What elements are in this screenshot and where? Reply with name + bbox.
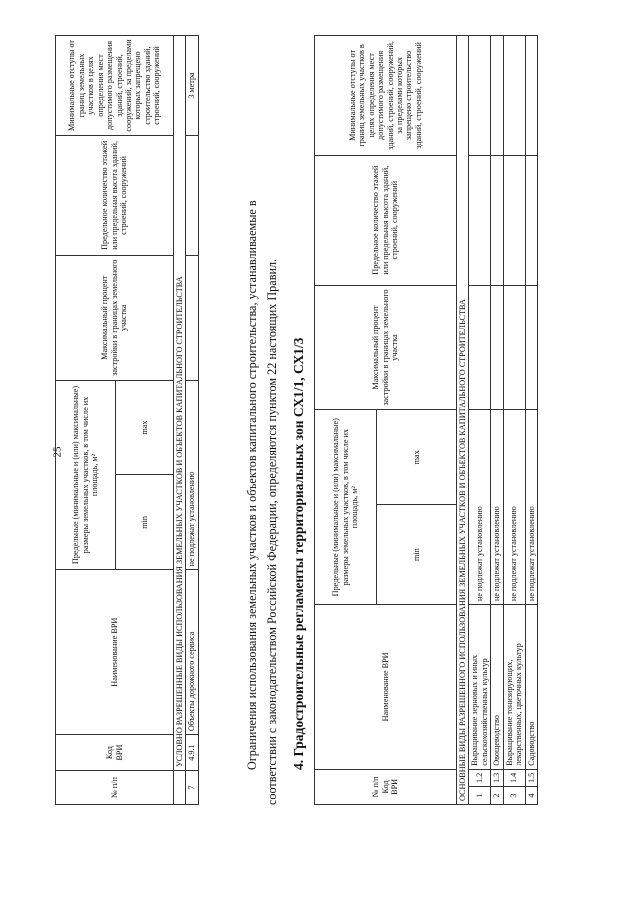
row-num: 2 bbox=[491, 787, 503, 805]
row-percent bbox=[503, 285, 525, 410]
row-percent bbox=[186, 255, 198, 380]
row-code: 1.5 bbox=[525, 769, 537, 786]
row-name: Объекты дорожного сервиса bbox=[186, 570, 198, 735]
row-floors bbox=[469, 155, 491, 285]
header-num: № п/п bbox=[371, 776, 381, 798]
row-sizes: не подлежат установлению bbox=[469, 410, 491, 605]
row-num: 4 bbox=[525, 787, 537, 805]
row-floors bbox=[525, 155, 537, 285]
row-sizes: не подлежат установлению bbox=[186, 380, 198, 570]
paragraph-line-2: соответствии с законодательством Российской Федерации, определяются пунктом 22 настоящих Правил. bbox=[265, 258, 279, 805]
row-percent bbox=[491, 285, 503, 410]
row-num: 7 bbox=[186, 771, 198, 805]
row-code: 4.9.1 bbox=[186, 735, 198, 771]
row-name: Садоводство bbox=[525, 605, 537, 770]
section-title: УСЛОВНО РАЗРЕШЕННЫЕ ВИДЫ ИСПОЛЬЗОВАНИЯ ЗЕМЕЛЬНЫХ УЧАСТКОВ И ОБЪЕКТОВ КАПИТАЛЬНОГО СТРОИТЕЛЬСТВА bbox=[174, 36, 186, 771]
spacer-cell bbox=[174, 771, 186, 805]
section-heading: 4. Градостроительные регламенты территориальных зон СХ1/1, СХ1/3 bbox=[291, 337, 306, 770]
table-row bbox=[491, 36, 503, 805]
header-code: Код ВРИ bbox=[56, 735, 174, 771]
section-title: ОСНОВНЫЕ ВИДЫ РАЗРЕШЕННОГО ИСПОЛЬЗОВАНИЯ ЗЕМЕЛЬНЫХ УЧАСТКОВ И ОБЪЕКТОВ КАПИТАЛЬНОГО СТРОИТЕЛЬСТВА bbox=[457, 36, 469, 805]
header-min: min bbox=[116, 475, 174, 570]
row-percent bbox=[525, 285, 537, 410]
header-sizes: Предельные (минимальные и (или) максимальные) размеры земельных участков, в том числе их площадь, м² bbox=[56, 380, 116, 570]
row-name: Выращивание зерновых и иных сельскохозяйственных культур bbox=[469, 605, 491, 770]
header-name: Наименование ВРИ bbox=[56, 570, 174, 735]
row-num: 3 bbox=[503, 787, 525, 805]
header-name: Наименование ВРИ bbox=[315, 605, 457, 770]
table-row bbox=[503, 36, 525, 805]
regulations-table-2 bbox=[314, 35, 538, 805]
regulations-table-1 bbox=[55, 35, 199, 805]
header-percent: Максимальный процент застройки в границах земельного участка bbox=[56, 255, 174, 380]
row-sizes: не подлежат установлению bbox=[525, 410, 537, 605]
row-code: 1.2 bbox=[469, 769, 491, 786]
page-number: 25 bbox=[51, 446, 64, 458]
header-code: Код ВРИ bbox=[380, 778, 400, 795]
row-setback bbox=[491, 36, 503, 156]
row-floors bbox=[503, 155, 525, 285]
header-setbacks: Минимальные отступы от границ земельных участков в целях определения мест допустимого размещения зданий, строений, сооружений, за пределами которых запрещено строительство зданий, строений, сооружений bbox=[315, 36, 457, 156]
header-max: max bbox=[116, 380, 174, 475]
row-setback bbox=[469, 36, 491, 156]
row-name: Выращивание тонизирующих, лекарственных, цветочных культур bbox=[503, 605, 525, 770]
row-code: 1.4 bbox=[503, 769, 525, 786]
header-percent: Максимальный процент застройки в границах земельного участка bbox=[315, 285, 457, 410]
header-setbacks: Минимальные отступы от границ земельных участков в целях определения мест допустимого размещения зданий, строений, сооружений, за пределами которых запрещено строительство зданий, строений, сооружений bbox=[56, 36, 174, 136]
table-row bbox=[469, 36, 491, 805]
header-max: max bbox=[377, 410, 457, 505]
header-min: min bbox=[377, 505, 457, 605]
row-setback: 3 метра bbox=[186, 36, 198, 136]
paragraph-line-1: Ограничения использования земельных участков и объектов капитального строительства, устанавливаемые в bbox=[245, 200, 259, 770]
header-floors: Предельное количество этажей или предельная высота зданий, строений, сооружений bbox=[315, 155, 457, 285]
row-code: 1.3 bbox=[491, 769, 503, 786]
row-percent bbox=[469, 285, 491, 410]
row-sizes: не подлежат установлению bbox=[503, 410, 525, 605]
table-row bbox=[186, 36, 198, 805]
row-sizes: не подлежат установлению bbox=[491, 410, 503, 605]
row-name: Овощеводство bbox=[491, 605, 503, 770]
header-num: № п/п bbox=[56, 771, 174, 805]
row-floors bbox=[491, 155, 503, 285]
row-setback bbox=[503, 36, 525, 156]
row-num: 1 bbox=[469, 787, 491, 805]
row-floors bbox=[186, 135, 198, 255]
header-floors: Предельное количество этажей или предельная высота зданий, строений, сооружений bbox=[56, 135, 174, 255]
header-sizes: Предельные (минимальные и (или) максимальные) размеры земельных участков, в том числе их площадь, м² bbox=[315, 410, 377, 605]
table-row bbox=[525, 36, 537, 805]
row-setback bbox=[525, 36, 537, 156]
header-num-code bbox=[315, 769, 457, 804]
